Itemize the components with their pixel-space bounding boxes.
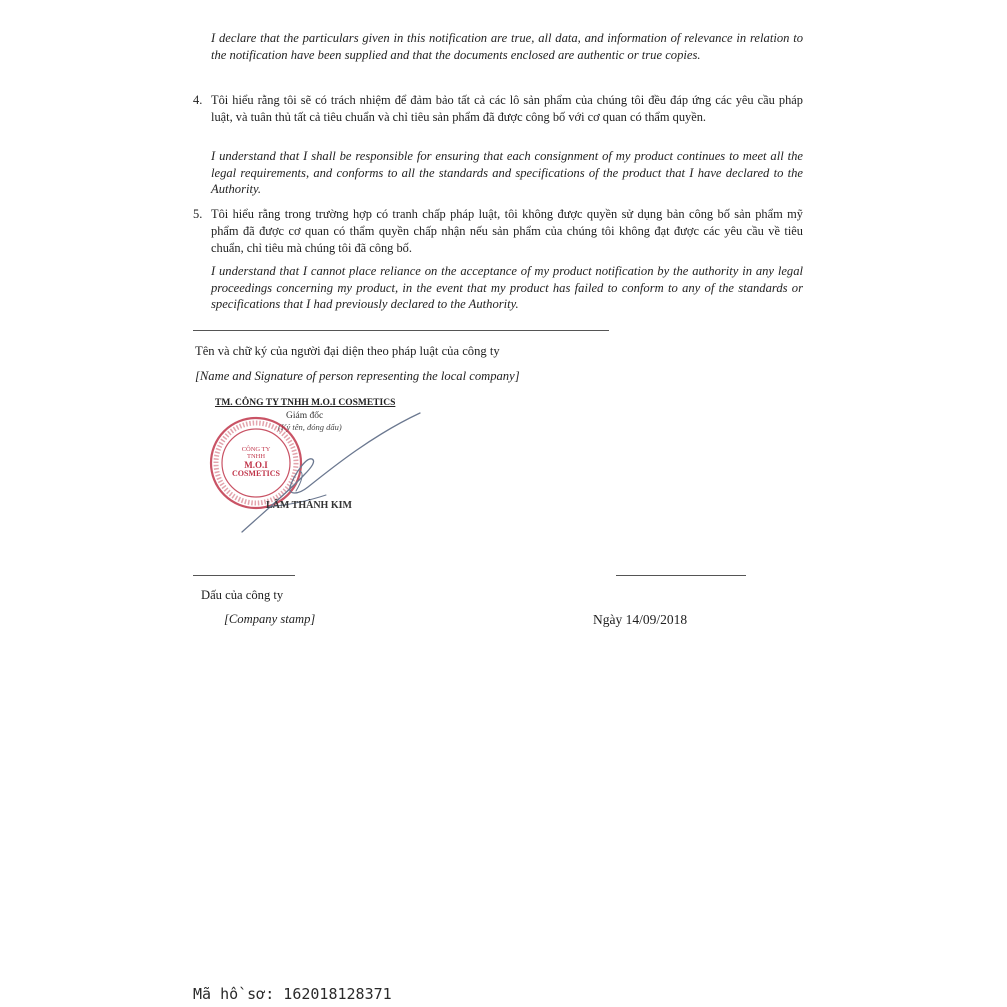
- stamp-label-en: [Company stamp]: [224, 612, 316, 626]
- item-4-number: 4.: [193, 93, 203, 107]
- signature-block: [208, 395, 428, 545]
- date-rule: [616, 575, 746, 576]
- stamp-rule: [193, 575, 295, 576]
- date-text: Ngày 14/09/2018: [593, 612, 688, 627]
- item-4-vn: Tôi hiểu rằng tôi sẽ có trách nhiệm để đảm bảo tất cả các lô sản phẩm của chúng tôi đều đáp ứng các yêu cầu pháp luật, và tuân thủ tất cả tiêu chuẩn và chỉ tiêu sản phẩm đã được công bố với cơ quan có thẩm quyền.: [211, 93, 803, 124]
- item-5-number: 5.: [193, 207, 203, 221]
- seal-line-1: CÔNG TY: [241, 446, 271, 454]
- seal-line-2: TNHH: [246, 453, 266, 461]
- signature-rule: [193, 330, 609, 331]
- item-5-vn: Tôi hiểu rằng trong trường hợp có tranh chấp pháp luật, tôi không được quyền sử dụng bản công bố sản phẩm mỹ phẩm đã được cơ quan có thẩm quyền chấp nhận nếu sản phẩm của chúng tôi không đạt được các yêu cầu về tiêu chuẩn, chỉ tiêu mà chúng tôi đã công bố.: [211, 207, 803, 255]
- seal-line-3: M.O.I: [244, 459, 268, 470]
- record-code: Mã hồ sơ: 162018128371: [193, 985, 392, 1003]
- item-5-en: I understand that I cannot place reliance on the acceptance of my product notification by the authority in any legal proceedings concerning my product, in the event that my product has failed to conform to any of the standards or specifications that I had previously declared to the Authority.: [211, 264, 803, 311]
- seal-line-4: COSMETICS: [231, 469, 280, 479]
- director-title: Giám đốc: [286, 411, 324, 421]
- signer-name: LÂM THÀNH KIM: [266, 500, 352, 511]
- company-name: TM. CÔNG TY TNHH M.O.I COSMETICS: [215, 398, 396, 408]
- item-4-en: I understand that I shall be responsible for ensuring that each consignment of my product continues to meet all the legal requirements, and conforms to all the standards and specifications of the product that I have declared to the Authority.: [211, 149, 803, 196]
- stamp-label-vn: Dấu của công ty: [201, 588, 284, 602]
- signature-label-vn: Tên và chữ ký của người đại diện theo pháp luật của công ty: [195, 344, 500, 358]
- handwritten-signature: [208, 395, 428, 545]
- declaration-en: I declare that the particulars given in this notification are true, all data, and information of relevance in relation to the notification have been supplied and that the documents enclosed are authentic or true copies.: [211, 31, 803, 62]
- signature-label-en: [Name and Signature of person representing the local company]: [195, 369, 520, 383]
- sign-note: (Ký tên, đóng dấu): [278, 422, 342, 432]
